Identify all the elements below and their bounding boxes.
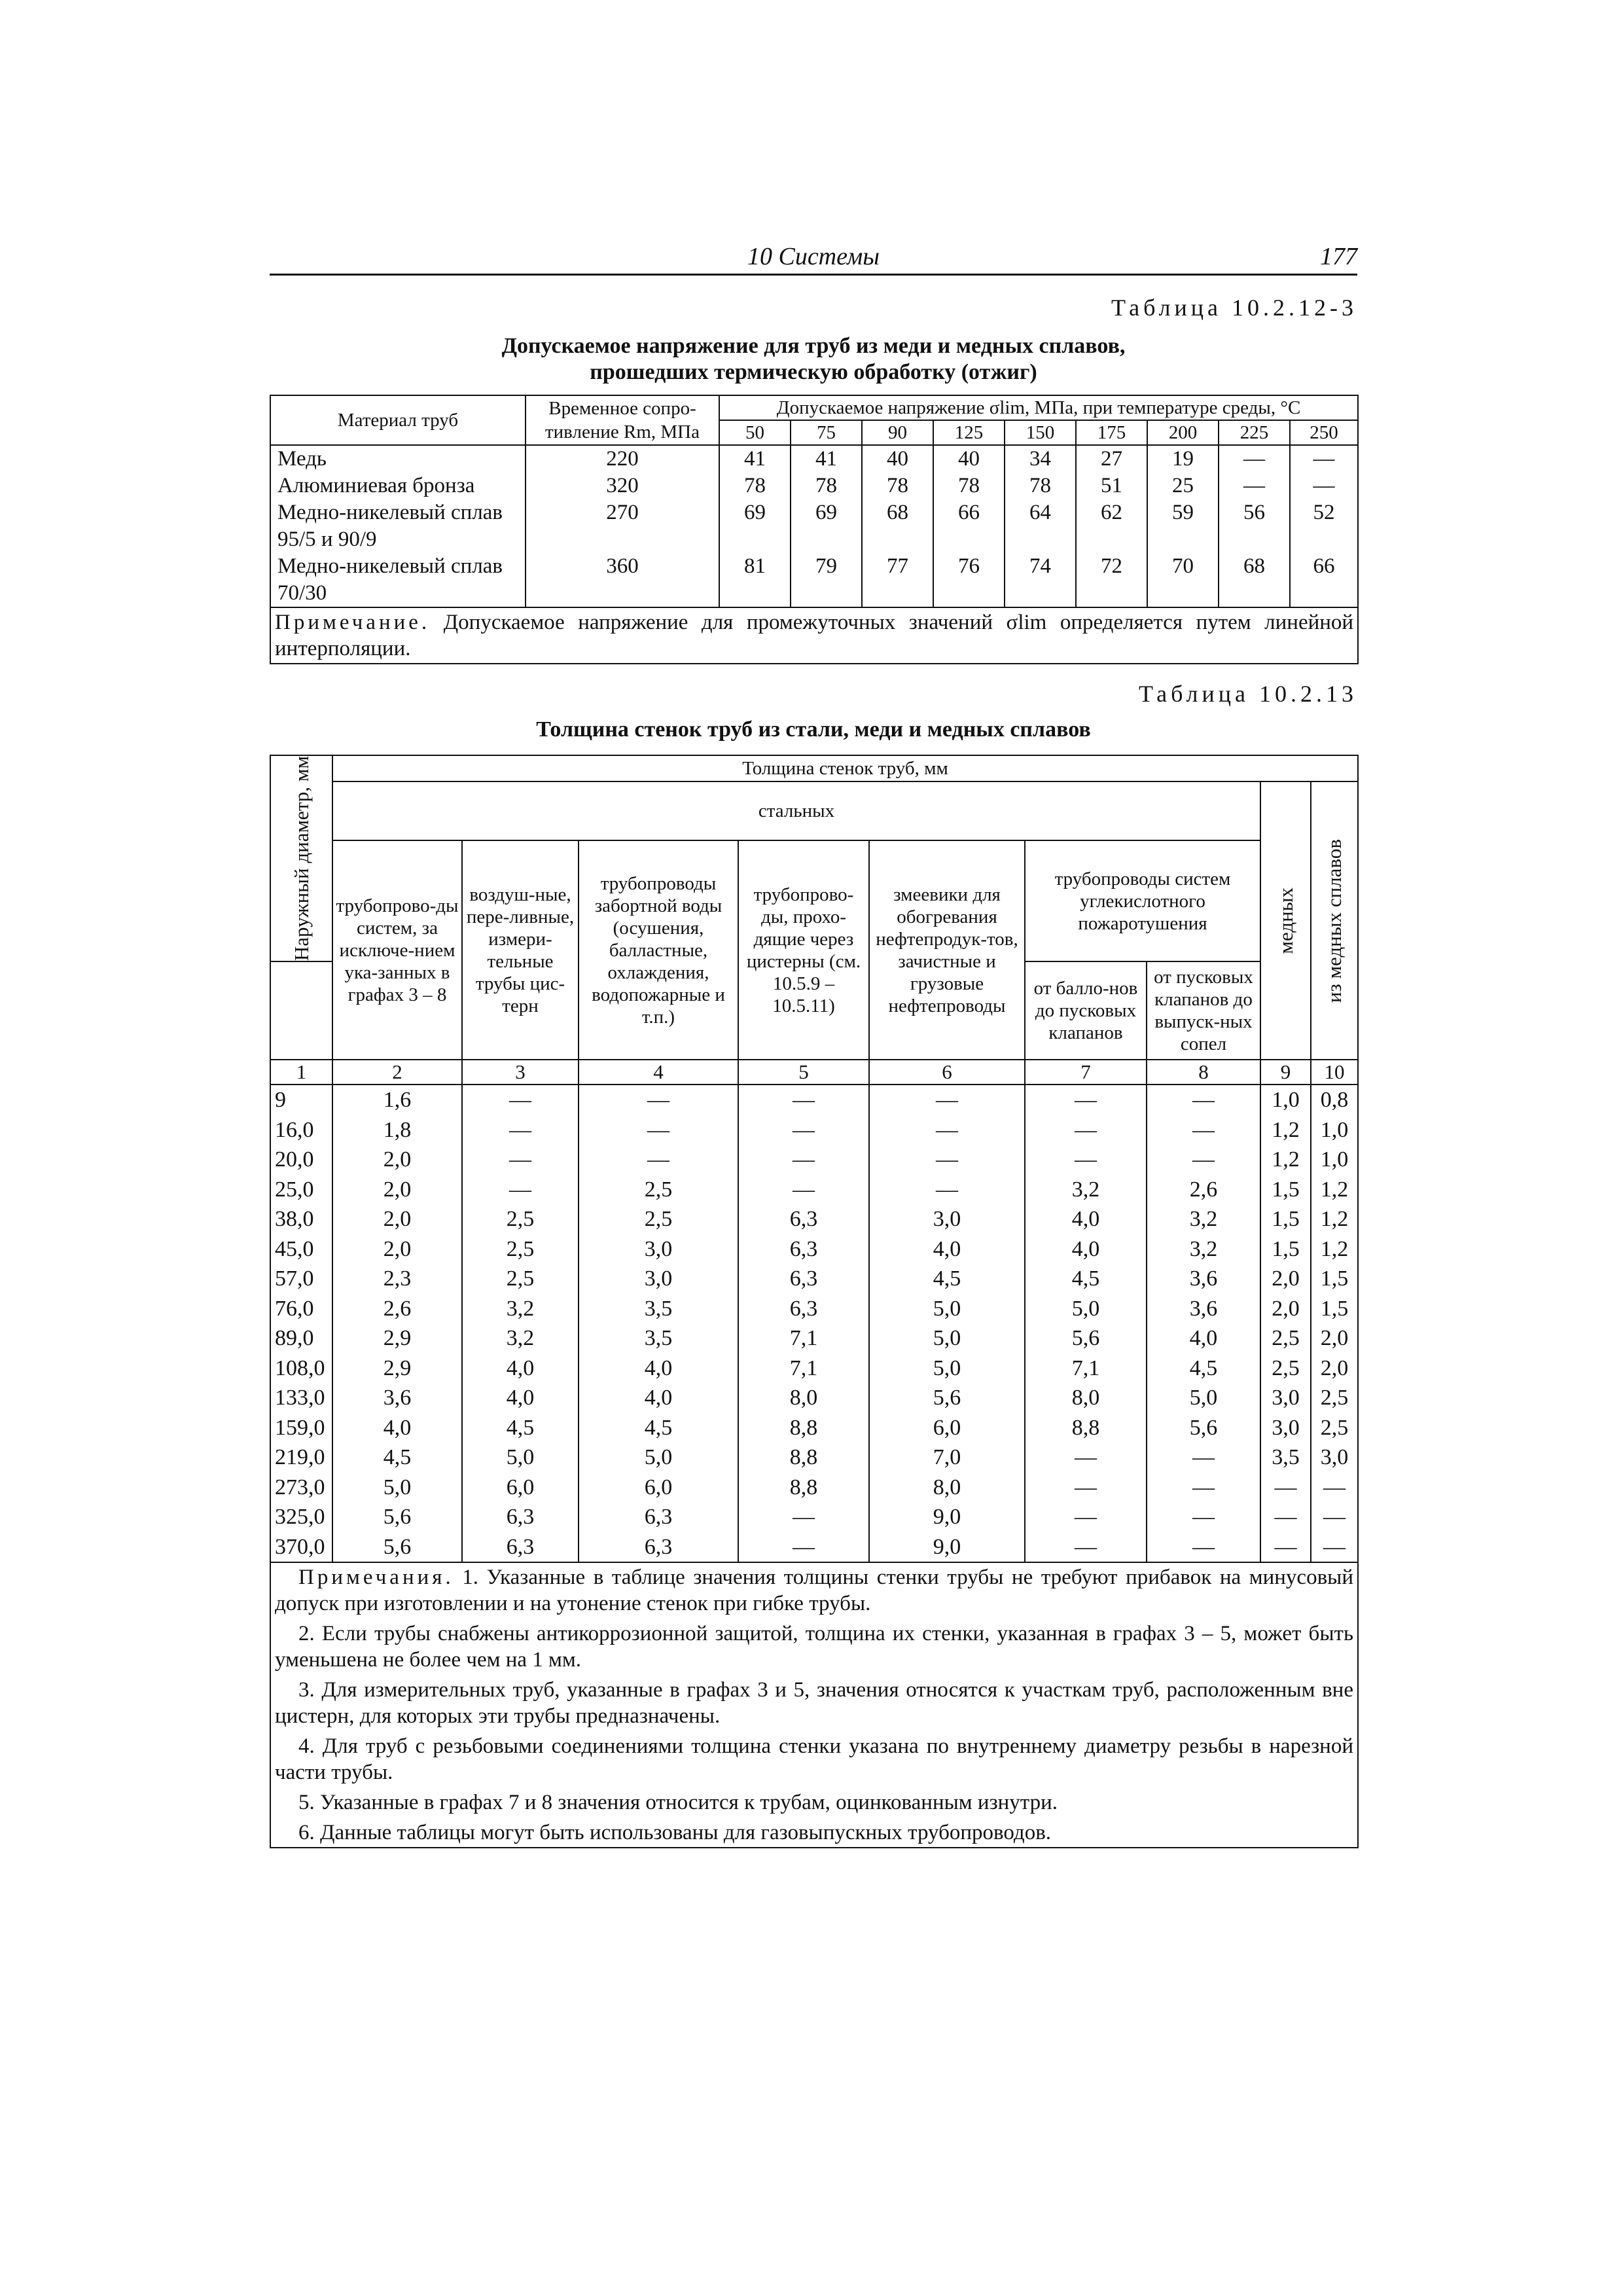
tensile-strength-cell: 360	[526, 553, 719, 607]
table-row	[270, 1473, 1358, 1503]
thickness-cell: 3,5	[579, 1323, 738, 1354]
thickness-cell: 8,8	[738, 1413, 869, 1443]
table-row	[270, 553, 1358, 607]
diameter-cell: 133,0	[270, 1383, 332, 1413]
stress-value-cell: 56	[1219, 499, 1290, 553]
thickness-cell: 4,5	[1025, 1264, 1147, 1294]
diameter-cell: 159,0	[270, 1413, 332, 1443]
note-5: 5. Указанные в графах 7 и 8 значения относится к трубам, оцинкованным изнутри.	[298, 1791, 1058, 1815]
header-outer-diameter: Наружный диаметр, мм	[270, 755, 332, 961]
stress-value-cell: —	[1290, 445, 1358, 473]
allowable-stress-table	[270, 395, 1359, 664]
thickness-cell: 1,5	[1260, 1204, 1311, 1234]
thickness-cell: 2,6	[332, 1294, 462, 1324]
diameter-cell: 370,0	[270, 1532, 332, 1563]
column-number: 8	[1147, 1060, 1260, 1085]
thickness-cell: 3,0	[869, 1204, 1025, 1234]
thickness-cell: 4,0	[869, 1234, 1025, 1265]
thickness-cell: 2,5	[579, 1204, 738, 1234]
header-col2: трубопрово-ды систем, за исключе-нием ука-занных в графах 3 – 8	[332, 840, 462, 1060]
thickness-cell: 5,0	[462, 1443, 579, 1473]
thickness-cell: 3,6	[1147, 1294, 1260, 1324]
thickness-cell: 6,0	[462, 1473, 579, 1503]
stress-value-cell: —	[1219, 445, 1290, 473]
stress-value-cell: 72	[1076, 553, 1147, 607]
header-col6: змеевики для обогревания нефтепродук-тов, зачистные и грузовые нефтепроводы	[869, 840, 1025, 1060]
table-row	[270, 1204, 1358, 1234]
thickness-cell: 1,2	[1311, 1175, 1358, 1205]
document-page	[270, 242, 1357, 1848]
table2-label: Таблица 10.2.13	[1139, 681, 1357, 707]
thickness-cell: —	[1260, 1502, 1311, 1532]
thickness-cell: 2,0	[332, 1145, 462, 1175]
stress-value-cell: 69	[791, 499, 862, 553]
table-row	[270, 1085, 1358, 1115]
table-row	[270, 473, 1358, 499]
thickness-cell: 6,3	[579, 1502, 738, 1532]
thickness-cell: —	[738, 1532, 869, 1563]
thickness-cell: 5,0	[869, 1323, 1025, 1354]
thickness-cell: 7,1	[738, 1354, 869, 1384]
header-col8: от пусковых клапанов до выпуск-ных сопел	[1147, 961, 1260, 1060]
header-col3: воздуш-ные, пере-ливные, измери-тельные трубы цис-терн	[462, 840, 579, 1060]
thickness-cell: 5,6	[332, 1532, 462, 1563]
stress-value-cell: 66	[933, 499, 1005, 553]
thickness-cell: 1,2	[1260, 1145, 1311, 1175]
thickness-cell: 8,8	[738, 1443, 869, 1473]
temperature-header: 250	[1290, 420, 1358, 445]
thickness-cell: 4,0	[1025, 1234, 1147, 1265]
thickness-cell: 4,5	[869, 1264, 1025, 1294]
material-cell: Алюминиевая бронза	[270, 473, 526, 499]
stress-value-cell: 41	[791, 445, 862, 473]
thickness-cell: 4,5	[579, 1413, 738, 1443]
table-row	[270, 1115, 1358, 1145]
thickness-cell: 2,0	[1260, 1294, 1311, 1324]
temperature-header: 200	[1147, 420, 1219, 445]
table1-title-line1: Допускаемое напряжение для труб из меди и медных сплавов,	[501, 334, 1126, 358]
thickness-cell: 1,8	[332, 1115, 462, 1145]
table1-label: Таблица 10.2.12-3	[1111, 295, 1357, 321]
thickness-cell: —	[462, 1115, 579, 1145]
table-row	[270, 1323, 1358, 1354]
thickness-cell: —	[1147, 1473, 1260, 1503]
thickness-cell: 4,5	[332, 1443, 462, 1473]
thickness-cell: 0,8	[1311, 1085, 1358, 1115]
thickness-cell: 7,1	[738, 1323, 869, 1354]
thickness-cell: 5,6	[1147, 1413, 1260, 1443]
thickness-cell: 5,0	[1147, 1383, 1260, 1413]
thickness-cell: —	[1025, 1532, 1147, 1563]
thickness-cell: 5,0	[332, 1473, 462, 1503]
thickness-cell: —	[1311, 1473, 1358, 1503]
material-cell: Медно-никелевый сплав 70/30	[270, 553, 526, 607]
thickness-cell: 3,0	[579, 1264, 738, 1294]
material-cell: Медно-никелевый сплав 95/5 и 90/9	[270, 499, 526, 553]
table-row	[270, 1145, 1358, 1175]
thickness-cell: 8,0	[738, 1383, 869, 1413]
thickness-cell: —	[1025, 1443, 1147, 1473]
thickness-cell: 3,2	[1147, 1204, 1260, 1234]
header-allowable-stress: Допускаемое напряжение σlim, МПа, при температуре среды, °С	[719, 395, 1358, 420]
stress-value-cell: 76	[933, 553, 1005, 607]
thickness-cell: —	[738, 1502, 869, 1532]
thickness-cell: —	[1025, 1085, 1147, 1115]
diameter-cell: 9	[270, 1085, 332, 1115]
thickness-cell: 1,0	[1311, 1145, 1358, 1175]
temperature-header: 125	[933, 420, 1005, 445]
thickness-cell: —	[869, 1175, 1025, 1205]
table-row	[270, 499, 1358, 553]
table2-title: Толщина стенок труб из стали, меди и медных сплавов	[536, 717, 1091, 742]
thickness-cell: 3,2	[462, 1294, 579, 1324]
table1-title-line2: прошедших термическую обработку (отжиг)	[590, 360, 1037, 384]
running-header	[270, 242, 1357, 276]
thickness-cell: 3,0	[1311, 1443, 1358, 1473]
thickness-cell: 1,6	[332, 1085, 462, 1115]
thickness-cell: —	[738, 1145, 869, 1175]
thickness-cell: —	[462, 1145, 579, 1175]
thickness-cell: 5,6	[332, 1502, 462, 1532]
thickness-cell: —	[869, 1085, 1025, 1115]
thickness-cell: 6,0	[869, 1413, 1025, 1443]
thickness-cell: 6,0	[579, 1473, 738, 1503]
thickness-cell: 2,0	[332, 1175, 462, 1205]
thickness-cell: 8,0	[869, 1473, 1025, 1503]
thickness-cell: 6,3	[738, 1234, 869, 1265]
diameter-cell: 25,0	[270, 1175, 332, 1205]
column-number: 3	[462, 1060, 579, 1085]
thickness-cell: —	[579, 1145, 738, 1175]
thickness-cell: —	[1147, 1145, 1260, 1175]
note-1	[275, 1564, 1353, 1617]
column-number: 9	[1260, 1060, 1311, 1085]
thickness-cell: 3,6	[1147, 1264, 1260, 1294]
stress-value-cell: 78	[1005, 473, 1076, 499]
thickness-cell: 2,5	[1260, 1323, 1311, 1354]
thickness-cell: 5,0	[869, 1354, 1025, 1384]
column-number: 4	[579, 1060, 738, 1085]
header-fire-extinguishing: трубопроводы систем углекислотного пожаротушения	[1025, 840, 1260, 961]
thickness-cell: 2,5	[462, 1204, 579, 1234]
thickness-cell: 4,0	[332, 1413, 462, 1443]
table1-title	[270, 333, 1357, 386]
thickness-cell: 3,0	[579, 1234, 738, 1265]
diameter-cell: 76,0	[270, 1294, 332, 1324]
stress-value-cell: 74	[1005, 553, 1076, 607]
thickness-cell: 2,0	[332, 1204, 462, 1234]
table-row	[270, 1234, 1358, 1265]
thickness-cell: —	[1311, 1502, 1358, 1532]
thickness-cell: 1,5	[1260, 1234, 1311, 1265]
stress-value-cell: 68	[862, 499, 933, 553]
thickness-cell: —	[1147, 1443, 1260, 1473]
notes-heading: Примечания.	[298, 1566, 454, 1590]
note-1-text: 1. Указанные в таблице значения толщины стенки трубы не требуют прибавок на минусовый допуск при изготовлении и на утонение стенок при гибке трубы.	[275, 1566, 1353, 1616]
stress-value-cell: 68	[1219, 553, 1290, 607]
stress-value-cell: 34	[1005, 445, 1076, 473]
thickness-cell: 4,0	[579, 1383, 738, 1413]
stress-value-cell: 62	[1076, 499, 1147, 553]
thickness-cell: —	[1147, 1532, 1260, 1563]
thickness-cell: 2,0	[1260, 1264, 1311, 1294]
section-title: 10 Системы	[747, 243, 880, 270]
stress-value-cell: 52	[1290, 499, 1358, 553]
thickness-cell: 6,3	[579, 1532, 738, 1563]
thickness-cell: —	[738, 1085, 869, 1115]
diameter-cell: 38,0	[270, 1204, 332, 1234]
diameter-cell: 20,0	[270, 1145, 332, 1175]
stress-value-cell: 78	[719, 473, 791, 499]
thickness-cell: 1,2	[1311, 1234, 1358, 1265]
thickness-cell: —	[1025, 1473, 1147, 1503]
stress-value-cell: —	[1219, 473, 1290, 499]
note-2: 2. Если трубы снабжены антикоррозионной защитой, толщина их стенки, указанная в графах 3 – 5, может быть уменьшена не более чем на 1 мм.	[275, 1622, 1353, 1672]
stress-value-cell: 69	[719, 499, 791, 553]
table-row	[270, 445, 1358, 473]
table-row	[270, 1443, 1358, 1473]
thickness-cell: 3,0	[1260, 1383, 1311, 1413]
temperature-header: 175	[1076, 420, 1147, 445]
thickness-cell: —	[579, 1115, 738, 1145]
thickness-cell: 2,9	[332, 1354, 462, 1384]
thickness-cell: 9,0	[869, 1502, 1025, 1532]
thickness-cell: 2,0	[1311, 1323, 1358, 1354]
stress-value-cell: 40	[862, 445, 933, 473]
stress-value-cell: 41	[719, 445, 791, 473]
stress-value-cell: 40	[933, 445, 1005, 473]
table-row	[270, 1413, 1358, 1443]
table1-note	[270, 607, 1358, 664]
thickness-cell: 8,0	[1025, 1383, 1147, 1413]
stress-value-cell: 51	[1076, 473, 1147, 499]
thickness-cell: 2,0	[332, 1234, 462, 1265]
thickness-cell: 4,5	[1147, 1354, 1260, 1384]
diameter-cell: 89,0	[270, 1323, 332, 1354]
thickness-cell: 4,0	[462, 1354, 579, 1384]
stress-value-cell: 19	[1147, 445, 1219, 473]
column-number: 10	[1311, 1060, 1358, 1085]
thickness-cell: —	[1147, 1115, 1260, 1145]
thickness-cell: 7,1	[1025, 1354, 1147, 1384]
table-row	[270, 1264, 1358, 1294]
diameter-cell: 108,0	[270, 1354, 332, 1384]
temperature-header: 225	[1219, 420, 1290, 445]
column-number: 6	[869, 1060, 1025, 1085]
stress-value-cell: 70	[1147, 553, 1219, 607]
thickness-cell: 1,0	[1260, 1085, 1311, 1115]
thickness-cell: 2,5	[462, 1264, 579, 1294]
thickness-cell: —	[1147, 1085, 1260, 1115]
thickness-cell: 5,0	[579, 1443, 738, 1473]
header-col4: трубопроводы забортной воды (осушения, балластные, охлаждения, водопожарные и т.п.)	[579, 840, 738, 1060]
thickness-cell: 4,5	[462, 1413, 579, 1443]
thickness-cell: 2,3	[332, 1264, 462, 1294]
thickness-cell: 1,5	[1311, 1264, 1358, 1294]
table-row	[270, 1502, 1358, 1532]
thickness-cell: 2,5	[1311, 1413, 1358, 1443]
diameter-cell: 45,0	[270, 1234, 332, 1265]
header-material: Материал труб	[270, 395, 526, 445]
column-number: 5	[738, 1060, 869, 1085]
thickness-cell: 4,0	[1147, 1323, 1260, 1354]
table-row	[270, 1532, 1358, 1563]
stress-value-cell: 78	[791, 473, 862, 499]
stress-value-cell: 25	[1147, 473, 1219, 499]
thickness-cell: 1,5	[1311, 1294, 1358, 1324]
stress-value-cell: 78	[933, 473, 1005, 499]
header-copper: медных	[1260, 781, 1311, 1060]
thickness-cell: —	[1147, 1502, 1260, 1532]
tensile-strength-cell: 270	[526, 499, 719, 553]
note-text: Допускаемое напряжение для промежуточных значений σlim определяется путем линейной интерполяции.	[275, 611, 1354, 660]
table-row	[270, 1294, 1358, 1324]
thickness-cell: 4,0	[1025, 1204, 1147, 1234]
thickness-cell: 3,5	[579, 1294, 738, 1324]
thickness-cell: 3,2	[1147, 1234, 1260, 1265]
thickness-cell: 3,6	[332, 1383, 462, 1413]
thickness-cell: 5,0	[1025, 1294, 1147, 1324]
thickness-cell: 1,2	[1311, 1204, 1358, 1234]
thickness-cell: —	[1260, 1473, 1311, 1503]
temperature-header: 90	[862, 420, 933, 445]
thickness-cell: 6,3	[462, 1502, 579, 1532]
page-number: 177	[1320, 243, 1357, 270]
thickness-cell: 3,5	[1260, 1443, 1311, 1473]
thickness-cell: 4,0	[579, 1354, 738, 1384]
header-steel: стальных	[332, 781, 1260, 840]
tensile-strength-cell: 320	[526, 473, 719, 499]
thickness-cell: —	[1311, 1532, 1358, 1563]
header-col1-spacer	[270, 961, 332, 1060]
thickness-cell: 6,3	[738, 1204, 869, 1234]
column-number: 2	[332, 1060, 462, 1085]
temperature-header: 150	[1005, 420, 1076, 445]
tensile-strength-cell: 220	[526, 445, 719, 473]
thickness-cell: —	[738, 1175, 869, 1205]
thickness-cell: —	[1260, 1532, 1311, 1563]
thickness-cell: —	[462, 1175, 579, 1205]
thickness-cell: —	[462, 1085, 579, 1115]
thickness-cell: —	[869, 1115, 1025, 1145]
diameter-cell: 57,0	[270, 1264, 332, 1294]
column-number: 7	[1025, 1060, 1147, 1085]
note-4: 4. Для труб с резьбовыми соединениями толщина стенки указана по внутреннему диаметру резьбы в нарезной части трубы.	[275, 1734, 1353, 1785]
thickness-cell: 5,6	[1025, 1323, 1147, 1354]
thickness-cell: 2,0	[1311, 1354, 1358, 1384]
stress-value-cell: 77	[862, 553, 933, 607]
thickness-cell: 2,5	[462, 1234, 579, 1265]
header-tensile-strength: Временное сопро-тивление Rm, МПа	[526, 395, 719, 445]
thickness-cell: 2,6	[1147, 1175, 1260, 1205]
thickness-cell: —	[1025, 1115, 1147, 1145]
thickness-cell: 5,0	[869, 1294, 1025, 1324]
note-heading: Примечание.	[275, 611, 431, 634]
thickness-cell: 7,0	[869, 1443, 1025, 1473]
header-wall-thickness: Толщина стенок труб, мм	[332, 755, 1358, 781]
thickness-cell: 9,0	[869, 1532, 1025, 1563]
material-cell: Медь	[270, 445, 526, 473]
temperature-header: 50	[719, 420, 791, 445]
thickness-cell: 3,0	[1260, 1413, 1311, 1443]
stress-value-cell: 64	[1005, 499, 1076, 553]
column-number: 1	[270, 1060, 332, 1085]
header-col7: от балло-нов до пусковых клапанов	[1025, 961, 1147, 1060]
thickness-cell: 3,2	[462, 1323, 579, 1354]
diameter-cell: 273,0	[270, 1473, 332, 1503]
thickness-cell: 2,9	[332, 1323, 462, 1354]
thickness-cell: 1,5	[1260, 1175, 1311, 1205]
stress-value-cell: 81	[719, 553, 791, 607]
temperature-header: 75	[791, 420, 862, 445]
stress-value-cell: 78	[862, 473, 933, 499]
table-row	[270, 1383, 1358, 1413]
thickness-cell: 2,5	[1311, 1383, 1358, 1413]
header-col5: трубопрово-ды, прохо-дящие через цистерны (см. 10.5.9 – 10.5.11)	[738, 840, 869, 1060]
thickness-cell: 1,0	[1311, 1115, 1358, 1145]
thickness-cell: —	[869, 1145, 1025, 1175]
thickness-cell: —	[738, 1115, 869, 1145]
diameter-cell: 16,0	[270, 1115, 332, 1145]
stress-value-cell: —	[1290, 473, 1358, 499]
note-6: 6. Данные таблицы могут быть использованы для газовыпускных трубопроводов.	[298, 1821, 1052, 1845]
thickness-cell: 6,3	[462, 1532, 579, 1563]
thickness-cell: 8,8	[1025, 1413, 1147, 1443]
thickness-cell: 6,3	[738, 1264, 869, 1294]
thickness-cell: 8,8	[738, 1473, 869, 1503]
note-3: 3. Для измерительных труб, указанные в графах 3 и 5, значения относятся к участкам труб, расположенным вне цистерн, для которых эти трубы предназначены.	[275, 1678, 1353, 1729]
table-row	[270, 1175, 1358, 1205]
thickness-cell: 3,2	[1025, 1175, 1147, 1205]
table-row	[270, 1354, 1358, 1384]
wall-thickness-table	[270, 755, 1359, 1848]
stress-value-cell: 66	[1290, 553, 1358, 607]
diameter-cell: 325,0	[270, 1502, 332, 1532]
thickness-cell: —	[579, 1085, 738, 1115]
thickness-cell: 6,3	[738, 1294, 869, 1324]
stress-value-cell: 27	[1076, 445, 1147, 473]
stress-value-cell: 79	[791, 553, 862, 607]
diameter-cell: 219,0	[270, 1443, 332, 1473]
thickness-cell: 2,5	[1260, 1354, 1311, 1384]
thickness-cell: 2,5	[579, 1175, 738, 1205]
table2-notes	[270, 1562, 1358, 1848]
thickness-cell: —	[1025, 1145, 1147, 1175]
stress-value-cell: 59	[1147, 499, 1219, 553]
thickness-cell: 1,2	[1260, 1115, 1311, 1145]
thickness-cell: —	[1025, 1502, 1147, 1532]
header-copper-alloys: из медных сплавов	[1311, 781, 1358, 1060]
thickness-cell: 5,6	[869, 1383, 1025, 1413]
thickness-cell: 4,0	[462, 1383, 579, 1413]
